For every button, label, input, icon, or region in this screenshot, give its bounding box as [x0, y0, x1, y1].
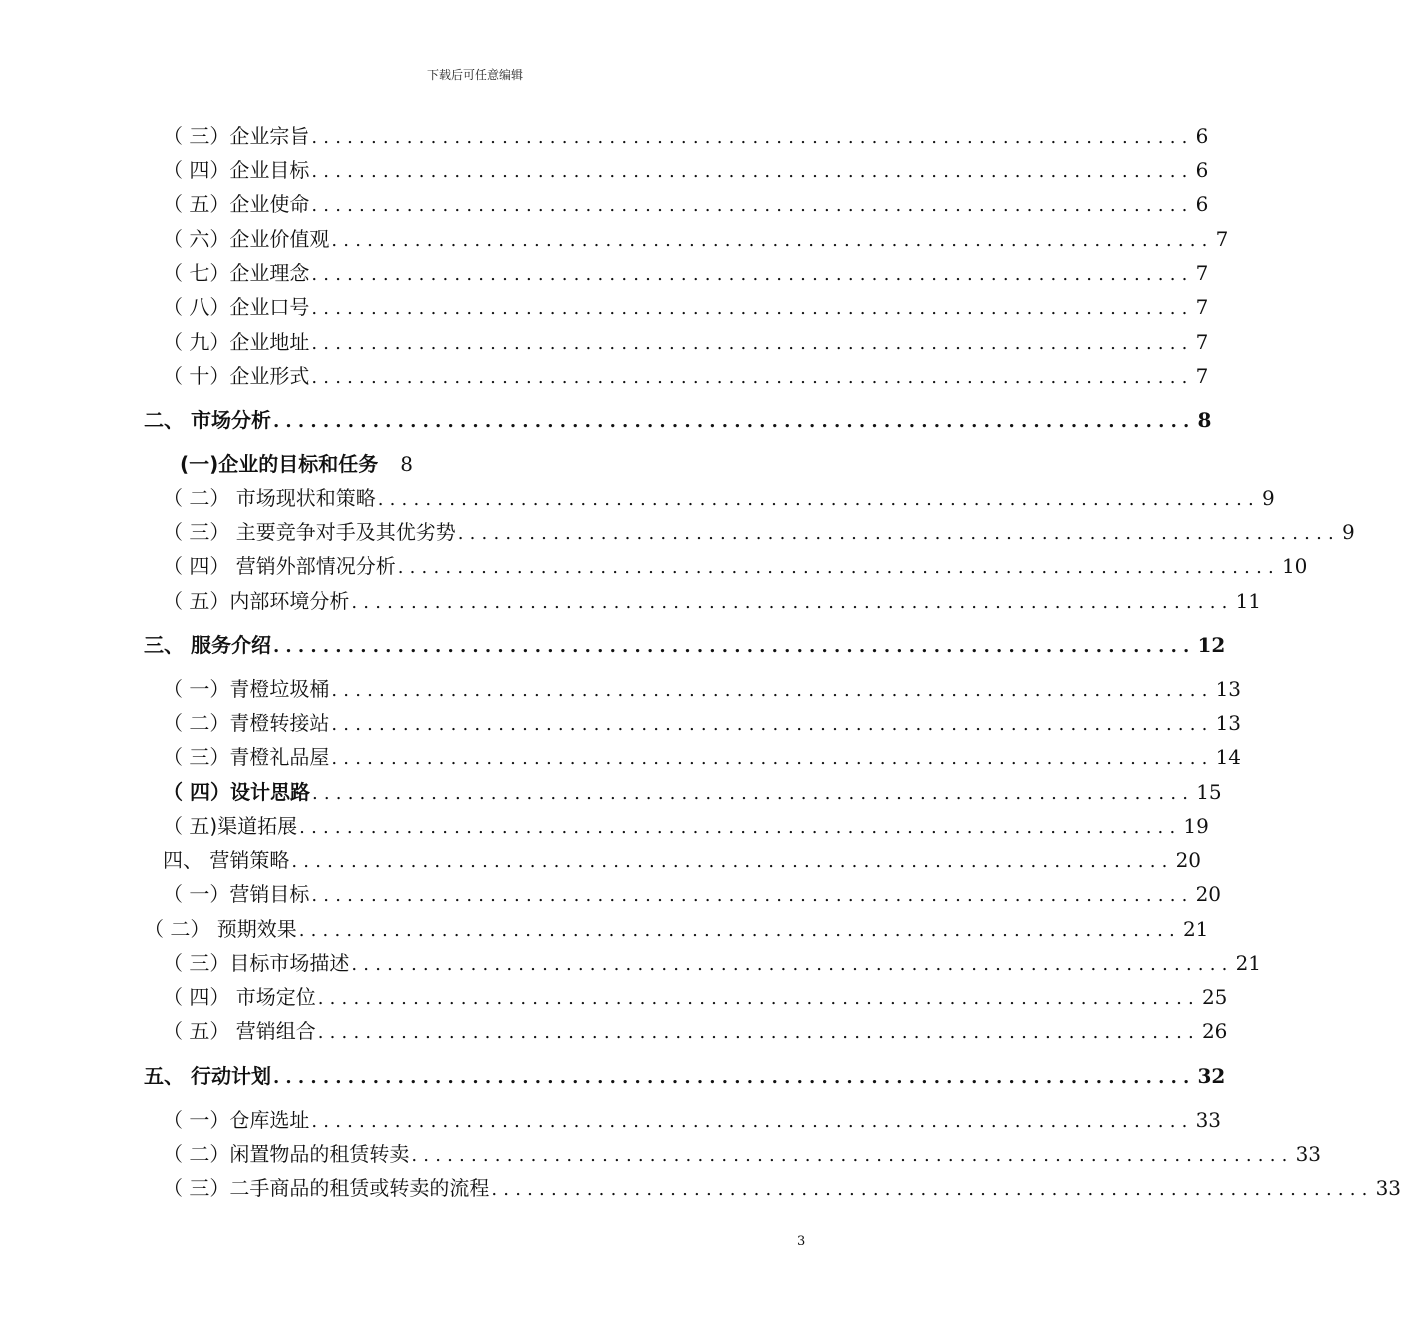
toc-entry-label: （ 四） 营销外部情况分析	[163, 554, 396, 578]
toc-entry[interactable]	[163, 951, 1262, 977]
toc-entry-page: 9	[1261, 486, 1275, 510]
toc-entry-page: 13	[1215, 711, 1242, 735]
toc-entry-label: （ 十）企业形式	[163, 364, 310, 388]
toc-leader-dots: ..........................................................................	[272, 1067, 1196, 1088]
toc-entry[interactable]	[163, 520, 1355, 546]
toc-entry-page: 33	[1295, 1142, 1322, 1166]
toc-entry[interactable]	[163, 124, 1209, 150]
toc-leader-dots: ..........................................................................	[311, 264, 1194, 285]
toc-entry-label: （ 二）闲置物品的租赁转卖	[163, 1142, 410, 1166]
toc-entry-label: （ 四） 市场定位	[163, 985, 316, 1009]
toc-entry-label: （ 五）内部环境分析	[163, 589, 350, 613]
toc-entry-label: （ 五)渠道拓展	[163, 814, 298, 838]
toc-entry-label: （ 三）青橙礼品屋	[163, 745, 330, 769]
page-header: 下载后可任意编辑	[426, 68, 523, 82]
toc-leader-dots: ..........................................................................	[311, 127, 1194, 148]
toc-leader-dots: ..........................................................................	[351, 592, 1234, 613]
toc-entry[interactable]	[163, 1176, 1401, 1202]
toc-leader-dots: ..........................................................................	[397, 557, 1280, 578]
toc-entry-page: 21	[1182, 917, 1209, 941]
toc-entry[interactable]	[163, 158, 1209, 184]
toc-leader-dots: ..........................................................................	[331, 748, 1214, 769]
toc-entry-label: 四、 营销策略	[163, 848, 290, 872]
toc-entry-page: 9	[1341, 520, 1355, 544]
toc-entry-label: (一)企业的目标和任务	[180, 452, 379, 476]
toc-leader-dots: ..........................................................................	[311, 1111, 1194, 1132]
toc-leader-dots: ..........................................................................	[311, 161, 1194, 182]
toc-entry[interactable]	[163, 1142, 1322, 1168]
toc-entry-label: （ 三）目标市场描述	[163, 951, 350, 975]
toc-entry-page: 25	[1201, 985, 1228, 1009]
toc-entry[interactable]	[180, 452, 480, 476]
toc-entry-label: （ 六）企业价值观	[163, 227, 330, 251]
toc-chapter-entry[interactable]	[144, 408, 1212, 434]
toc-entry[interactable]	[163, 1108, 1222, 1134]
toc-entry-page: 7	[1215, 227, 1229, 251]
toc-entry[interactable]	[163, 554, 1308, 580]
toc-entry[interactable]	[163, 227, 1229, 253]
toc-leader-dots: ..........................................................................	[272, 411, 1196, 432]
toc-entry[interactable]	[163, 330, 1209, 356]
toc-entry-page: 7	[1195, 364, 1209, 388]
toc-entry[interactable]	[163, 745, 1242, 771]
toc-entry[interactable]	[163, 882, 1222, 908]
toc-entry-label: （ 五）企业使命	[163, 192, 310, 216]
toc-entry[interactable]	[163, 985, 1228, 1011]
page-number: 3	[797, 1234, 806, 1249]
toc-entry-page: 8	[400, 452, 414, 476]
toc-entry[interactable]	[144, 917, 1209, 943]
toc-entry-label: （ 一）青橙垃圾桶	[163, 677, 330, 701]
toc-entry-label: （ 九）企业地址	[163, 330, 310, 354]
toc-entry-page: 10	[1281, 554, 1308, 578]
toc-entry-page: 7	[1195, 295, 1209, 319]
toc-entry-label: （ 三）企业宗旨	[163, 124, 310, 148]
toc-entry-page: 33	[1375, 1176, 1401, 1200]
toc-entry-page: 7	[1195, 261, 1209, 285]
toc-entry-label: （ 三）二手商品的租赁或转卖的流程	[163, 1176, 490, 1200]
toc-entry-page: 6	[1195, 124, 1209, 148]
toc-leader-dots: ..........................................................................	[411, 1145, 1294, 1166]
toc-leader-dots: ..........................................................................	[331, 230, 1214, 251]
toc-entry[interactable]	[163, 780, 1222, 806]
toc-entry-label: （ 一）仓库选址	[163, 1108, 310, 1132]
toc-entry[interactable]	[163, 192, 1209, 218]
toc-entry-page: 11	[1235, 589, 1262, 613]
toc-entry-page: 26	[1201, 1019, 1228, 1043]
toc-entry-page: 13	[1215, 677, 1242, 701]
toc-entry-label: 二、 市场分析	[144, 408, 271, 432]
toc-entry-label: （ 二） 预期效果	[144, 917, 297, 941]
toc-entry[interactable]	[163, 364, 1209, 390]
toc-leader-dots: ..........................................................................	[317, 988, 1200, 1009]
toc-chapter-entry[interactable]	[144, 1064, 1226, 1090]
toc-leader-dots: ..........................................................................	[311, 195, 1194, 216]
toc-entry[interactable]	[163, 486, 1275, 512]
toc-entry-page: 6	[1195, 158, 1209, 182]
toc-entry-page: 21	[1235, 951, 1262, 975]
toc-entry-label: （ 七）企业理念	[163, 261, 310, 285]
toc-entry-label: （ 八）企业口号	[163, 295, 310, 319]
toc-entry[interactable]	[163, 677, 1242, 703]
toc-entry[interactable]	[163, 711, 1242, 737]
toc-entry-page: 14	[1215, 745, 1242, 769]
toc-entry-label: （ 四）设计思路	[163, 780, 310, 804]
toc-entry[interactable]	[163, 589, 1262, 615]
toc-leader-dots: ..........................................................................	[311, 885, 1194, 906]
toc-leader-dots: ..........................................................................	[311, 783, 1195, 804]
toc-leader-dots: ..........................................................................	[331, 714, 1214, 735]
toc-leader-dots: ..........................................................................	[272, 636, 1196, 657]
toc-entry-label: （ 二） 市场现状和策略	[163, 486, 376, 510]
toc-entry-page: 33	[1195, 1108, 1222, 1132]
toc-entry-page: 15	[1196, 780, 1222, 804]
toc-entry-label: 五、 行动计划	[144, 1064, 271, 1088]
toc-leader-dots: ..........................................................................	[291, 851, 1174, 872]
toc-entry[interactable]	[163, 295, 1209, 321]
toc-entry-label: （ 五） 营销组合	[163, 1019, 316, 1043]
toc-leader-dots: ..........................................................................	[457, 523, 1340, 544]
toc-entry-label: 三、 服务介绍	[144, 633, 271, 657]
toc-entry-page: 12	[1197, 633, 1226, 657]
toc-leader-dots: ..........................................................................	[351, 954, 1234, 975]
toc-entry-page: 6	[1195, 192, 1209, 216]
toc-entry[interactable]	[163, 848, 1202, 874]
toc-entry-label: （ 一）营销目标	[163, 882, 310, 906]
toc-leader-dots: ..........................................................................	[311, 333, 1194, 354]
toc-leader-dots: ..........................................................................	[317, 1022, 1200, 1043]
toc-entry-page: 20	[1195, 882, 1222, 906]
toc-leader-dots: ..........................................................................	[331, 680, 1214, 701]
toc-leader-dots: ..........................................................................	[491, 1179, 1374, 1200]
toc-entry-label: （ 三） 主要竞争对手及其优劣势	[163, 520, 456, 544]
toc-leader-dots: ..........................................................................	[311, 298, 1194, 319]
toc-entry[interactable]	[163, 1019, 1228, 1045]
toc-entry-page: 7	[1195, 330, 1209, 354]
toc-entry-page: 32	[1197, 1064, 1226, 1088]
toc-chapter-entry[interactable]	[144, 633, 1226, 659]
toc-leader-dots: ..........................................................................	[311, 367, 1194, 388]
toc-entry[interactable]	[163, 261, 1209, 287]
toc-leader-dots: ..........................................................................	[377, 489, 1260, 510]
toc-entry-page: 19	[1183, 814, 1209, 838]
toc-leader-dots: ..........................................................................	[298, 920, 1181, 941]
toc-entry-label: （ 四）企业目标	[163, 158, 310, 182]
toc-entry[interactable]	[163, 814, 1209, 840]
toc-leader-dots: ..........................................................................	[299, 817, 1182, 838]
toc-entry-label: （ 二）青橙转接站	[163, 711, 330, 735]
toc-entry-page: 8	[1197, 408, 1212, 432]
toc-entry-page: 20	[1175, 848, 1202, 872]
